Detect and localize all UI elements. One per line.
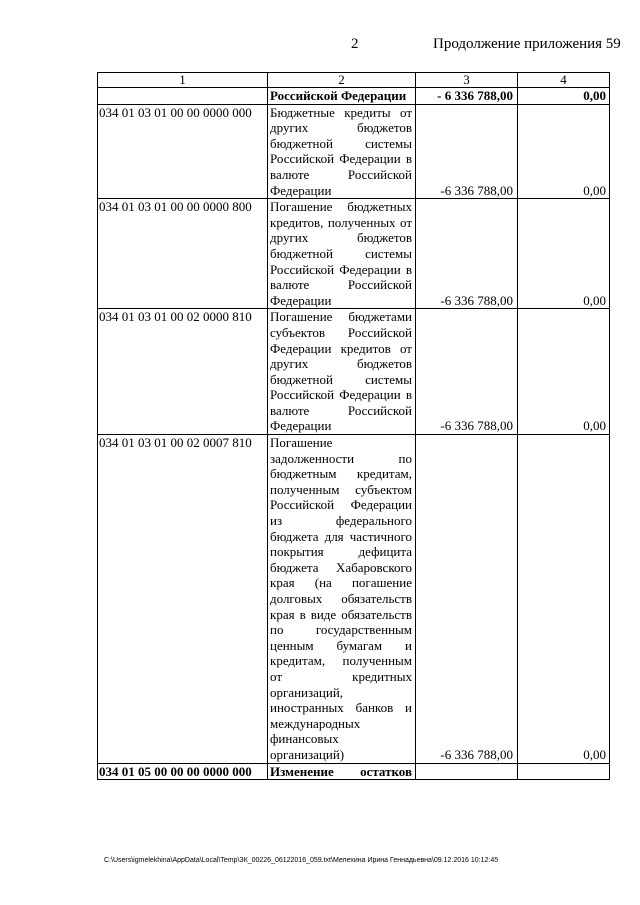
table-row — [98, 199, 610, 309]
table-row — [98, 309, 610, 435]
table-header-row — [98, 73, 610, 88]
footer-file-path: C:\Users\igmelekhina\AppData\Local\Temp\ЗК_00226_06122016_059.txt\Мелехина Ирина Геннадьевна\09.12.2016 10:12:45 — [104, 857, 499, 864]
row-amount: -6 336 788,00 — [416, 104, 518, 199]
row-amount: -6 336 788,00 — [416, 435, 518, 763]
row-other — [518, 763, 610, 780]
page-number: 2 — [351, 36, 359, 52]
row-amount — [416, 763, 518, 780]
row-name: Изменение остатков — [268, 763, 416, 780]
row-name: Погашение бюджетами субъектов Российской Федерации кредитов от других бюджетов бюджетной системы Российской Федерации в валюте Российской Федерации — [268, 309, 416, 435]
table-row — [98, 104, 610, 199]
row-code: 034 01 03 01 00 02 0007 810 — [98, 435, 268, 763]
table-row — [98, 88, 610, 105]
table-row — [98, 435, 610, 763]
table-row — [98, 763, 610, 780]
row-other: 0,00 — [518, 88, 610, 105]
row-name: Российской Федерации — [268, 88, 416, 105]
row-code: 034 01 03 01 00 00 0000 800 — [98, 199, 268, 309]
row-code: 034 01 03 01 00 00 0000 000 — [98, 104, 268, 199]
budget-table — [97, 72, 610, 780]
row-other: 0,00 — [518, 309, 610, 435]
row-other: 0,00 — [518, 104, 610, 199]
row-amount: -6 336 788,00 — [416, 199, 518, 309]
row-amount: - 6 336 788,00 — [416, 88, 518, 105]
column-header: 2 — [268, 73, 416, 88]
row-code: 034 01 05 00 00 00 0000 000 — [98, 763, 268, 780]
row-other: 0,00 — [518, 199, 610, 309]
row-name: Бюджетные кредиты от других бюджетов бюджетной системы Российской Федерации в валюте Российской Федерации — [268, 104, 416, 199]
column-header: 4 — [518, 73, 610, 88]
row-code — [98, 88, 268, 105]
column-header: 1 — [98, 73, 268, 88]
row-name: Погашение бюджетных кредитов, полученных от других бюджетов бюджетной системы Российской Федерации в валюте Российской Федерации — [268, 199, 416, 309]
row-amount: -6 336 788,00 — [416, 309, 518, 435]
row-other: 0,00 — [518, 435, 610, 763]
row-name: Погашение задолженности по бюджетным кредитам, полученным субъектом Российской Федерации из федерального бюджета для частичного покрытия дефицита бюджета Хабаровского края (на погашение долговых обязательств края в виде обязательств по государственным ценным бумагам и кредитам, полученным от кредитных организаций, иностранных банков и международных финансовых организаций) — [268, 435, 416, 763]
continuation-title: Продолжение приложения 59 — [433, 36, 621, 52]
row-code: 034 01 03 01 00 02 0000 810 — [98, 309, 268, 435]
column-header: 3 — [416, 73, 518, 88]
